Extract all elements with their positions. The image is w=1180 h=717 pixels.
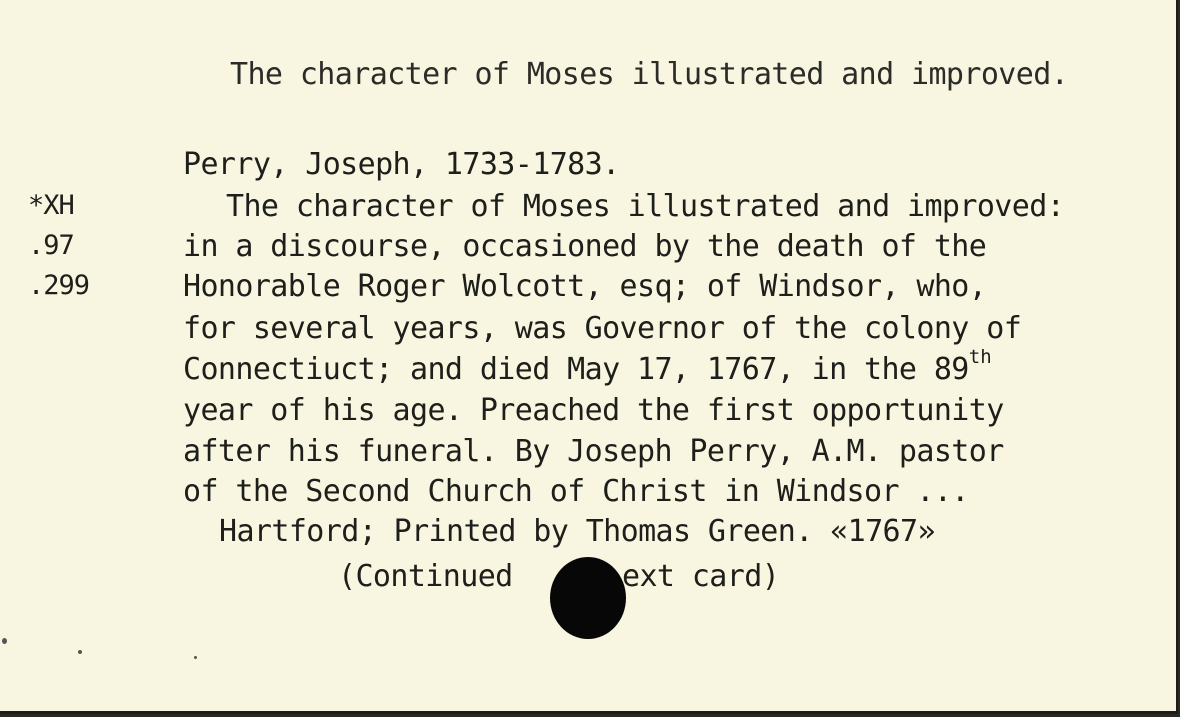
imprint-line: Hartford; Printed by Thomas Green. «1767» — [219, 514, 935, 549]
body-line-5: Connectiuct; and died May 17, 1767, in the 89 — [183, 352, 969, 387]
author-entry: Perry, Joseph, 1733-1783. — [183, 147, 620, 182]
call-number-line-3: .299 — [28, 270, 90, 301]
call-number-line-2: .97 — [28, 230, 74, 261]
body-line-5-wrapper — [183, 346, 992, 387]
card-heading: The character of Moses illustrated and improved. — [230, 57, 1069, 92]
body-line-8: of the Second Church of Christ in Windsor ... — [183, 474, 969, 509]
continued-note-right: ext card) — [622, 559, 780, 594]
punch-hole — [550, 557, 626, 639]
speck-mark — [78, 650, 82, 654]
body-line-1: The character of Moses illustrated and improved: — [226, 189, 1065, 224]
speck-mark — [2, 638, 7, 644]
body-line-6: year of his age. Preached the first opportunity — [183, 393, 1004, 428]
call-number-line-1: *XH — [28, 190, 74, 221]
continued-note-left: (Continued — [338, 559, 513, 594]
speck-mark — [194, 656, 197, 659]
body-line-7: after his funeral. By Joseph Perry, A.M. pastor — [183, 434, 1004, 469]
ordinal-superscript: th — [968, 346, 992, 368]
body-line-2: in a discourse, occasioned by the death of the — [183, 229, 987, 264]
body-line-4: for several years, was Governor of the colony of — [183, 311, 1022, 346]
body-line-3: Honorable Roger Wolcott, esq; of Windsor, who, — [183, 269, 987, 304]
